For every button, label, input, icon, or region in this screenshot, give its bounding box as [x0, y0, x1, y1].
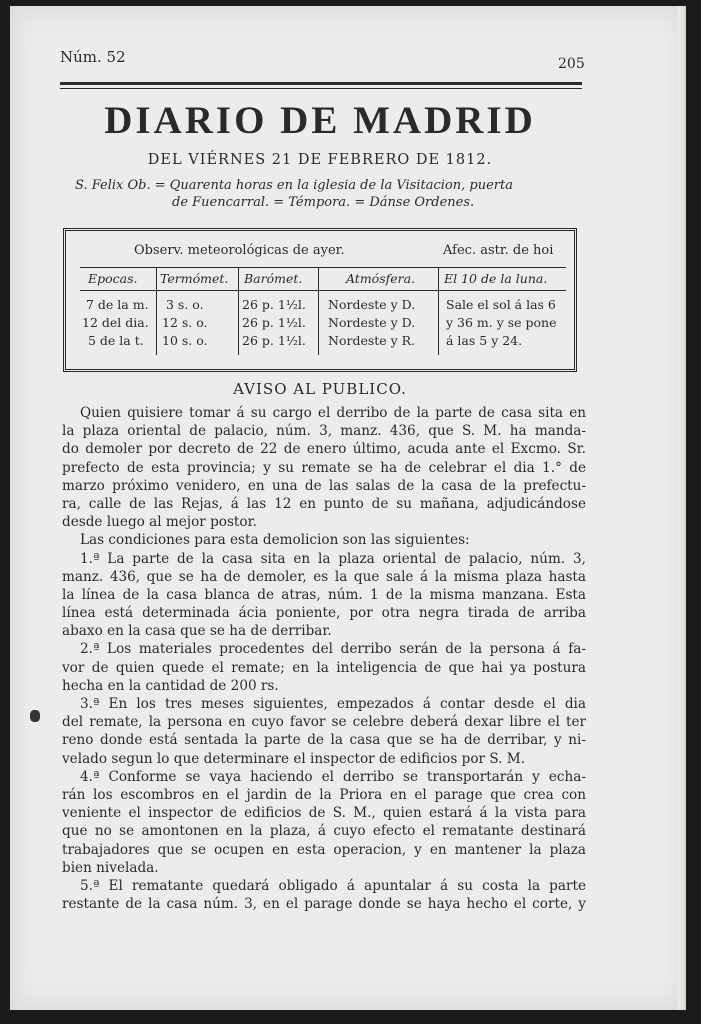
col-divider	[318, 267, 319, 355]
meteo-heading: Observ. meteorológicas de ayer.	[134, 243, 345, 258]
text-line: 3.ª En los tres meses siguientes, empezados á contar desde el dia	[80, 696, 586, 712]
masthead-title: DIARIO DE MADRID	[104, 99, 536, 142]
text-line: marzo próximo venidero, en una de las salas de la casa de la prefectu-	[62, 477, 586, 494]
meteorological-table	[63, 228, 577, 372]
text-line: manz. 436, que se ha de demoler, es la que sale á la misma plaza hasta	[62, 568, 586, 585]
table-cell: 26 p. 1½l.	[242, 333, 306, 348]
text-line: bien nivelada.	[62, 859, 159, 876]
table-cell: á las 5 y 24.	[446, 333, 523, 348]
text-line: 4.ª Conforme se vaya haciendo el derribo se transportarán y echa-	[80, 768, 586, 785]
table-rule-top	[80, 267, 566, 268]
notice-heading: AVISO AL PUBLICO.	[233, 380, 407, 398]
column-header: Termómet.	[160, 271, 229, 286]
ink-blot	[30, 710, 40, 722]
table-cell: Sale el sol á las 6	[446, 297, 556, 312]
table-cell: Nordeste y D.	[328, 315, 416, 330]
text-line: del remate, la persona en cuyo favor se celebre deberá dexar libre el ter	[62, 714, 586, 731]
issue-date: DEL VIÉRNES 21 DE FEBRERO DE 1812.	[147, 152, 493, 168]
table-rule-header	[80, 290, 566, 291]
table-cell: 5 de la t.	[88, 333, 144, 348]
text-line: la línea de la casa blanca de atras, núm. 1 de la misma manzana. Esta	[62, 586, 586, 603]
text-line: trabajadores que se ocupen en esta operacion, y en mantener la plaza	[62, 841, 586, 858]
table-cell: 26 p. 1½l.	[242, 315, 306, 330]
text-line: do demoler por decreto de 22 de enero último, acuda ante el Excmo. Sr.	[62, 441, 586, 458]
text-line: reno donde está sentada la parte de la casa que se ha de derribar, y ni-	[62, 732, 586, 749]
table-cell: y 36 m. y se pone	[446, 315, 557, 330]
issue-number: Núm. 52	[60, 48, 126, 66]
text-line: vor de quien quede el remate; en la inteligencia de que hai ya postura	[62, 659, 586, 676]
text-line: velado segun lo que determinare el inspector de edificios por S. M.	[62, 750, 526, 767]
text-line: hecha en la cantidad de 200 rs.	[62, 677, 279, 694]
text-line: desde luego al mejor postor.	[62, 514, 257, 531]
table-cell: 3 s. o.	[166, 297, 204, 312]
column-header: El 10 de la luna.	[444, 271, 548, 286]
page-number: 205	[558, 56, 585, 72]
text-line: 5.ª El rematante quedará obligado á apuntalar á su costa la parte	[80, 877, 586, 894]
text-line: Las condiciones para esta demolicion son las siguientes:	[80, 532, 470, 549]
saints-of-day-line-1: S. Felix Ob. = Quarenta horas en la iglesia de la Visitacion, puerta	[75, 178, 513, 193]
text-line: ra, calle de las Rejas, á las 12 en punto de su mañana, adjudicándose	[62, 495, 586, 512]
page-edge	[678, 6, 686, 1010]
column-header: Atmósfera.	[346, 271, 416, 286]
saints-of-day-line-2: de Fuencarral. = Témpora. = Dánse Ordenes.	[172, 195, 475, 210]
text-line: veniente el inspector de edificios de S. M., quien estará á la vista para	[62, 805, 586, 822]
header-rule-top	[60, 82, 582, 85]
col-divider	[438, 267, 439, 355]
text-line: que no se amontonen en la plaza, á cuyo efecto el rematante destinará	[62, 823, 586, 840]
table-cell: 12 s. o.	[162, 315, 208, 330]
text-line: línea está determinada ácia poniente, por otra negra tirada de arriba	[62, 605, 586, 622]
table-cell: 10 s. o.	[162, 333, 208, 348]
column-header: Barómet.	[244, 271, 303, 286]
text-line: prefecto de esta provincia; y su remate se ha de celebrar el dia 1.° de	[62, 459, 586, 476]
text-line: rán los escombros en el jardin de la Priora en el parage que crea con	[62, 786, 586, 803]
text-line: restante de la casa núm. 3, en el parage donde se haya hecho el corte, y	[62, 896, 586, 913]
newspaper-page	[10, 6, 686, 1010]
notice-body	[62, 404, 586, 913]
text-line: la plaza oriental de palacio, núm. 3, manz. 436, que S. M. ha manda-	[62, 423, 586, 440]
col-divider	[238, 267, 239, 355]
text-line: Quien quisiere tomar á su cargo el derribo de la parte de casa sita en	[80, 405, 586, 421]
column-header: Epocas.	[88, 271, 138, 286]
table-cell: 7 de la m.	[86, 297, 149, 312]
table-cell: 26 p. 1½l.	[242, 297, 306, 312]
table-cell: 12 del dia.	[82, 315, 149, 330]
table-cell: Nordeste y D.	[328, 297, 416, 312]
astro-heading: Afec. astr. de hoi	[443, 243, 554, 258]
text-line: 1.ª La parte de la casa sita en la plaza oriental de palacio, núm. 3,	[80, 550, 586, 567]
table-cell: Nordeste y R.	[328, 333, 416, 348]
col-divider	[156, 267, 157, 355]
text-line: abaxo en la casa que se ha de derribar.	[62, 623, 332, 640]
header-rule-bottom	[60, 88, 582, 89]
text-line: 2.ª Los materiales procedentes del derribo serán de la persona á fa-	[80, 641, 586, 658]
